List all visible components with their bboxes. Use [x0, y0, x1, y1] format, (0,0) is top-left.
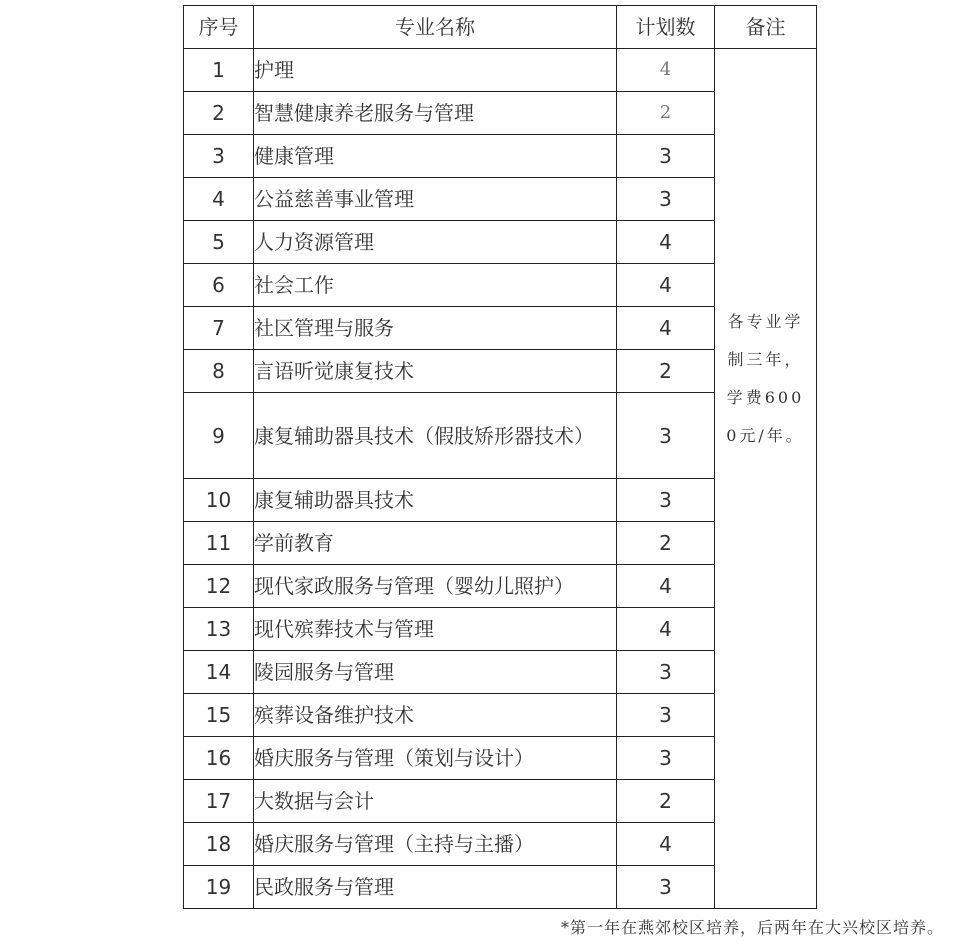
- row-major-name: 康复辅助器具技术（假肢矫形器技术）: [254, 393, 617, 479]
- row-index: 11: [184, 522, 254, 565]
- row-plan-count: 3: [617, 135, 715, 178]
- row-major-name: 大数据与会计: [254, 780, 617, 823]
- row-plan-count: 2: [617, 92, 715, 135]
- row-plan-count: 3: [617, 866, 715, 909]
- row-plan-count: 4: [617, 221, 715, 264]
- row-index: 4: [184, 178, 254, 221]
- row-plan-count: 3: [617, 737, 715, 780]
- row-index: 17: [184, 780, 254, 823]
- row-index: 16: [184, 737, 254, 780]
- row-major-name: 公益慈善事业管理: [254, 178, 617, 221]
- row-plan-count: 3: [617, 393, 715, 479]
- row-index: 9: [184, 393, 254, 479]
- row-major-name: 民政服务与管理: [254, 866, 617, 909]
- row-index: 6: [184, 264, 254, 307]
- row-major-name: 婚庆服务与管理（主持与主播）: [254, 823, 617, 866]
- row-index: 3: [184, 135, 254, 178]
- row-plan-count: 3: [617, 651, 715, 694]
- row-major-name: 陵园服务与管理: [254, 651, 617, 694]
- table-row: [184, 49, 817, 92]
- row-index: 14: [184, 651, 254, 694]
- row-index: 19: [184, 866, 254, 909]
- row-major-name: 社会工作: [254, 264, 617, 307]
- row-index: 18: [184, 823, 254, 866]
- row-plan-count: 4: [617, 608, 715, 651]
- row-plan-count: 4: [617, 307, 715, 350]
- table-header-row: [184, 6, 817, 49]
- row-index: 5: [184, 221, 254, 264]
- header-index: 序号: [184, 6, 254, 49]
- row-plan-count: 4: [617, 264, 715, 307]
- row-index: 1: [184, 49, 254, 92]
- row-index: 2: [184, 92, 254, 135]
- row-major-name: 现代殡葬技术与管理: [254, 608, 617, 651]
- row-plan-count: 4: [617, 565, 715, 608]
- row-plan-count: 2: [617, 350, 715, 393]
- row-major-name: 社区管理与服务: [254, 307, 617, 350]
- row-major-name: 婚庆服务与管理（策划与设计）: [254, 737, 617, 780]
- row-index: 8: [184, 350, 254, 393]
- row-plan-count: 4: [617, 49, 715, 92]
- row-major-name: 现代家政服务与管理（婴幼儿照护）: [254, 565, 617, 608]
- row-major-name: 言语听觉康复技术: [254, 350, 617, 393]
- row-index: 13: [184, 608, 254, 651]
- remark-text: 各专业学制三年，学费6000元/年。: [726, 311, 805, 445]
- header-plan-count: 计划数: [617, 6, 715, 49]
- remark-cell: [715, 49, 817, 909]
- row-plan-count: 3: [617, 479, 715, 522]
- row-plan-count: 3: [617, 178, 715, 221]
- enrollment-plan-table: [183, 5, 817, 909]
- row-major-name: 智慧健康养老服务与管理: [254, 92, 617, 135]
- campus-footnote: *第一年在燕郊校区培养，后两年在大兴校区培养。: [560, 918, 944, 937]
- row-major-name: 护理: [254, 49, 617, 92]
- row-index: 15: [184, 694, 254, 737]
- row-index: 12: [184, 565, 254, 608]
- header-remark: 备注: [715, 6, 817, 49]
- row-major-name: 学前教育: [254, 522, 617, 565]
- row-major-name: 康复辅助器具技术: [254, 479, 617, 522]
- header-major-name: 专业名称: [254, 6, 617, 49]
- row-plan-count: 3: [617, 694, 715, 737]
- row-major-name: 健康管理: [254, 135, 617, 178]
- row-plan-count: 4: [617, 823, 715, 866]
- row-plan-count: 2: [617, 780, 715, 823]
- row-plan-count: 2: [617, 522, 715, 565]
- row-index: 7: [184, 307, 254, 350]
- row-major-name: 人力资源管理: [254, 221, 617, 264]
- row-index: 10: [184, 479, 254, 522]
- row-major-name: 殡葬设备维护技术: [254, 694, 617, 737]
